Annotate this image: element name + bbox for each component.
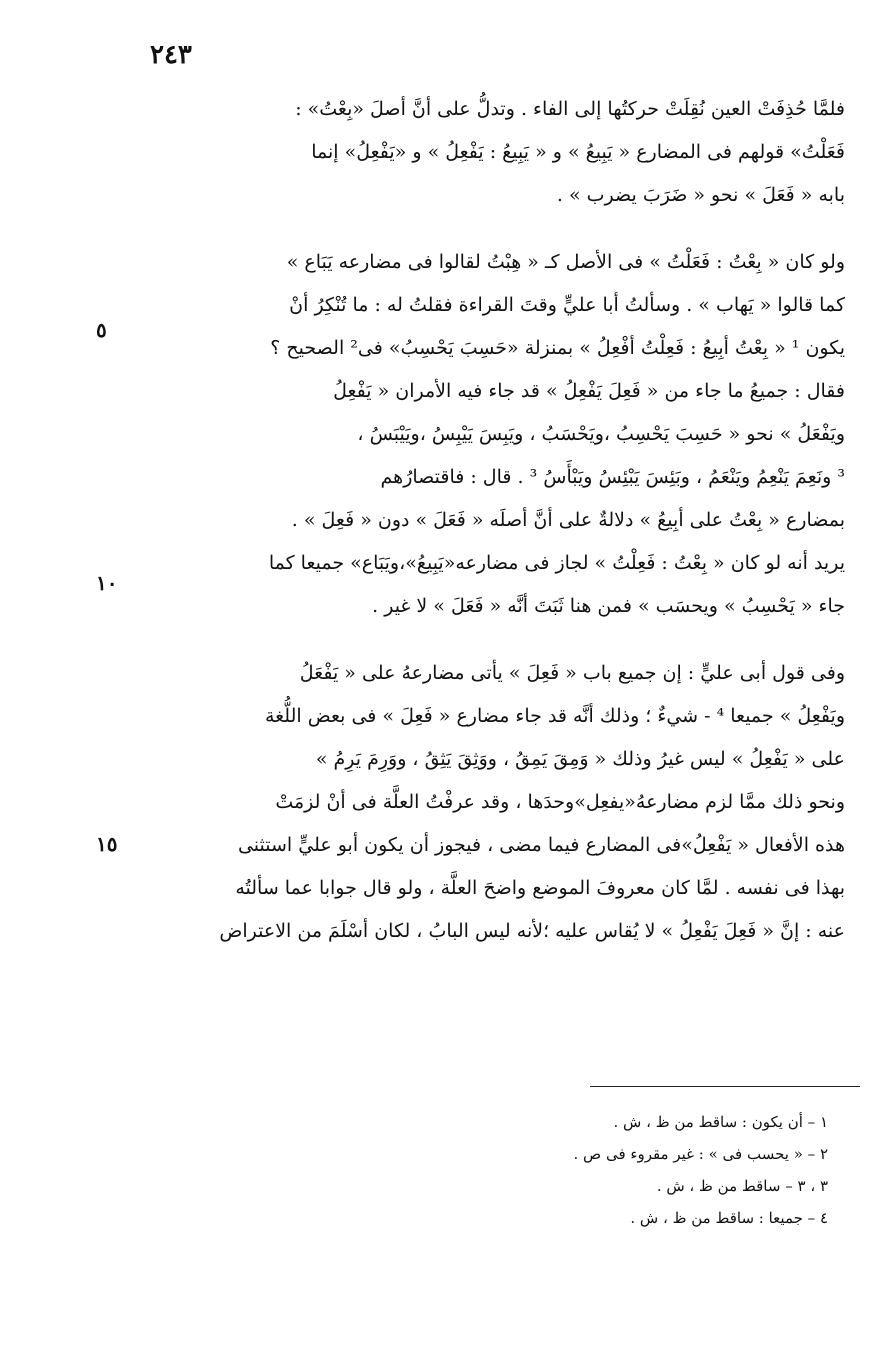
paragraph (140, 88, 845, 217)
line-number: ٥ (96, 318, 107, 342)
text-line: بابه « فَعَلَ » نحو « ضَرَبَ يضرب » . (556, 184, 845, 206)
text-line: فلمَّا حُذِفَتْ العين نُقِلَتْ حركتُها إلى الفاء . وتدلُّ على أنَّ أصلَ «بِعْتُ» : (295, 98, 845, 120)
footnote: ١ – أن يكون : ساقط من ظ ، ش . (613, 1113, 828, 1131)
footnote: ٢ – « يحسب فى » : غير مقروء فى ص . (573, 1145, 828, 1163)
body-text (140, 88, 845, 953)
paragraph (140, 370, 845, 628)
text-line: ويَفْعِلُ » جميعا ⁴ - شيءٌ ؛ وذلك أنَّه قد جاء مضارع « فَعِلَ » فى بعض اللُّغة (264, 705, 845, 727)
text-line: فَعَلْتُ» قولهم فى المضارع « يَبِيعُ » و « يَبِيعُ : يَفْعِلُ » و «يَفْعِلُ» إنما (311, 141, 845, 163)
paragraph (140, 241, 845, 370)
text-line: هذه الأفعال « يَفْعِلُ»فى المضارع فيما مضى ، فيجوز أن يكون أبو عليٍّ استثنى (237, 834, 845, 856)
line-number: ١٥ (96, 832, 118, 856)
line-number: ١٠ (96, 571, 118, 595)
text-line: ويَفْعَلُ » نحو « حَسِبَ يَحْسِبُ ،ويَحْسَبُ ، ويَبِسَ يَيْبِسُ ،ويَيْبَسُ ، (357, 423, 845, 445)
text-line: ونحو ذلك ممَّا لزم مضارعهُ«يفعِل»وحدَها ، وقد عرفْتُ العلَّة فى أنْ لزمَتْ (275, 791, 845, 813)
text-line: بهذا فى نفسه . لمَّا كان معروفَ الموضع واضحَ العلَّة ، ولو قال جوابا عما سألتُه (235, 877, 845, 899)
footnote: ٣ ، ٣ – ساقط من ظ ، ش . (656, 1177, 828, 1195)
footnote: ٤ – جميعا : ساقط من ظ ، ش . (630, 1209, 828, 1227)
footnotes (574, 1106, 828, 1234)
text-line: ³ ونَعِمَ يَنْعِمُ ويَنْعَمُ ، وبَئِسَ يَبْئِسُ ويَبْأَسُ ³ . قال : فاقتصارُهم (380, 466, 845, 488)
text-line: على « يَفْعِلُ » ليس غيرُ وذلك « وَمِقَ يَمِقُ ، ووَثِقَ يَثِقُ ، ووَرِمَ يَرِمُ » (315, 748, 845, 770)
text-line: كما قالوا « يَهاب » . وسألتُ أبا عليٍّ وقتَ القراءة فقلتُ له : ما تُنْكِرُ أنْ (289, 294, 845, 316)
page-number: ٢٤٣ (150, 40, 192, 70)
text-line: عنه : إنَّ « فَعِلَ يَفْعِلُ » لا يُقاس عليه ؛لأنه ليس البابُ ، لكان أسْلَمَ من الاعتراض (219, 920, 845, 942)
text-line: يريد أنه لو كان « بِعْتُ : فَعِلْتُ » لجاز فى مضارعه«يَبِيعُ»،ويَبَاع» جميعا كما (268, 552, 845, 574)
paragraph (140, 652, 845, 953)
text-line: جاء « يَحْسِبُ » ويحسَب » فمن هنا ثَبَتَ أنَّه « فَعَلَ » لا غير . (372, 595, 845, 617)
footnote-divider (590, 1086, 860, 1087)
text-line: بمضارع « بِعْتُ على أبِيعُ » دلالةٌ على أنَّ أصلَه « فَعَلَ » دون « فَعِلَ » . (291, 509, 845, 531)
text-line: يكون ¹ « بِعْتُ أبِيعُ : فَعِلْتُ أفْعِلُ » بمنزلة «حَسِبَ يَحْسِبُ» فى² الصحيح ؟ (270, 337, 845, 359)
text-line: وفى قول أبى عليٍّ : إن جميع باب « فَعِلَ » يأتى مضارعهُ على « يَفْعَلُ (299, 662, 845, 684)
text-line: ولو كان « بِعْتُ : فَعَلْتُ » فى الأصل كـ « هِبْتُ لقالوا فى مضارعه يَبَاع » (286, 251, 845, 273)
text-line: فقال : جميعُ ما جاء من « فَعِلَ يَفْعِلُ » قد جاء فيه الأمران « يَفْعِلُ (333, 380, 845, 402)
